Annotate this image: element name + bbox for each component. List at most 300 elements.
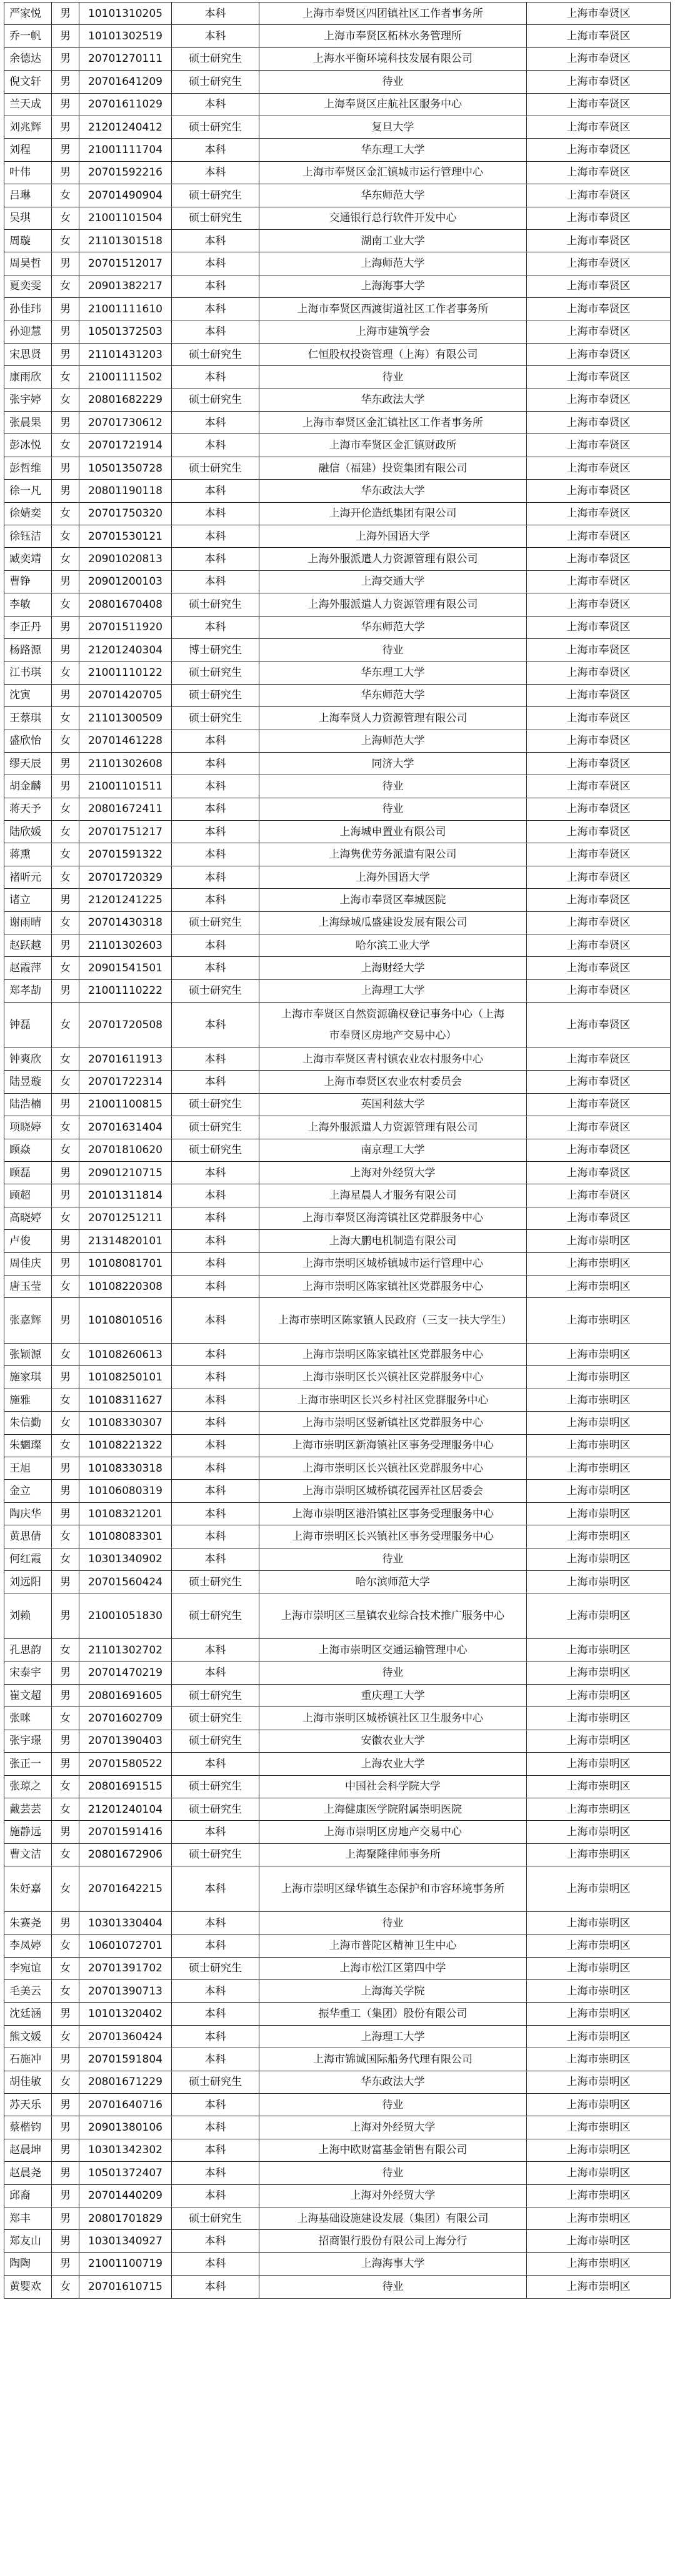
cell-employer: 上海市奉贤区金汇镇财政所 [259, 434, 527, 457]
cell-gender: 男 [52, 752, 79, 775]
cell-region: 上海市崇明区 [527, 2230, 671, 2252]
table-row [4, 570, 671, 593]
cell-region: 上海市奉贤区 [527, 661, 671, 684]
cell-education: 本科 [172, 1298, 259, 1344]
cell-name: 崔文超 [4, 1684, 52, 1707]
cell-exam-id: 20801670408 [79, 593, 172, 616]
cell-gender: 男 [52, 934, 79, 957]
cell-region: 上海市崇明区 [527, 2116, 671, 2139]
cell-education: 本科 [172, 570, 259, 593]
cell-gender: 女 [52, 661, 79, 684]
cell-name: 郑丰 [4, 2207, 52, 2229]
cell-education: 本科 [172, 2094, 259, 2116]
cell-gender: 男 [52, 298, 79, 320]
cell-region: 上海市奉贤区 [527, 843, 671, 866]
cell-education: 硕士研究生 [172, 684, 259, 706]
cell-exam-id: 21001051830 [79, 1593, 172, 1639]
cell-exam-id: 20901020813 [79, 548, 172, 570]
cell-name: 张宇璟 [4, 1730, 52, 1752]
cell-name: 张宇婷 [4, 389, 52, 411]
table-row [4, 1821, 671, 1843]
cell-exam-id: 21001100815 [79, 1093, 172, 1116]
cell-employer: 上海市崇明区城桥镇社区卫生服务中心 [259, 1707, 527, 1730]
table-row [4, 47, 671, 70]
cell-education: 本科 [172, 252, 259, 275]
cell-name: 沈廷涵 [4, 2003, 52, 2025]
cell-employer: 华东政法大学 [259, 2071, 527, 2093]
cell-region: 上海市奉贤区 [527, 1071, 671, 1093]
table-row [4, 1003, 671, 1048]
cell-gender: 男 [52, 2094, 79, 2116]
cell-education: 本科 [172, 1252, 259, 1275]
cell-education: 本科 [172, 1230, 259, 1252]
table-row [4, 229, 671, 252]
cell-gender: 女 [52, 1525, 79, 1548]
cell-region: 上海市崇明区 [527, 2094, 671, 2116]
cell-employer: 华东政法大学 [259, 480, 527, 502]
cell-employer: 待业 [259, 366, 527, 389]
cell-exam-id: 10108083301 [79, 1525, 172, 1548]
cell-employer: 上海市奉贤区四团镇社区工作者事务所 [259, 2, 527, 25]
cell-region: 上海市奉贤区 [527, 275, 671, 297]
cell-employer: 上海师范大学 [259, 252, 527, 275]
cell-gender: 男 [52, 1502, 79, 1525]
cell-region: 上海市崇明区 [527, 1980, 671, 2003]
cell-exam-id: 20701270111 [79, 47, 172, 70]
cell-exam-id: 10108250101 [79, 1366, 172, 1389]
cell-exam-id: 10108081701 [79, 1252, 172, 1275]
cell-employer: 上海健康医学院附属崇明医院 [259, 1798, 527, 1820]
cell-name: 施家琪 [4, 1366, 52, 1389]
cell-region: 上海市奉贤区 [527, 320, 671, 343]
cell-exam-id: 21101300509 [79, 707, 172, 730]
table-row [4, 1412, 671, 1434]
cell-gender: 女 [52, 1207, 79, 1229]
cell-name: 吴琪 [4, 207, 52, 229]
cell-gender: 男 [52, 1161, 79, 1184]
cell-region: 上海市奉贤区 [527, 979, 671, 1002]
cell-name: 臧奕靖 [4, 548, 52, 570]
cell-region: 上海市奉贤区 [527, 139, 671, 161]
cell-employer: 上海外服派遣人力资源管理有限公司 [259, 548, 527, 570]
cell-exam-id: 20701642215 [79, 1866, 172, 1912]
cell-education: 本科 [172, 2116, 259, 2139]
cell-gender: 男 [52, 1593, 79, 1639]
table-row [4, 480, 671, 502]
cell-region: 上海市崇明区 [527, 1230, 671, 1252]
cell-region: 上海市奉贤区 [527, 616, 671, 638]
cell-gender: 女 [52, 911, 79, 934]
table-row [4, 1048, 671, 1070]
cell-exam-id: 10108330318 [79, 1457, 172, 1480]
table-row [4, 1366, 671, 1389]
cell-region: 上海市崇明区 [527, 1548, 671, 1570]
cell-region: 上海市奉贤区 [527, 593, 671, 616]
cell-exam-id: 20701591416 [79, 1821, 172, 1843]
cell-employer: 待业 [259, 1662, 527, 1684]
cell-exam-id: 20901200103 [79, 570, 172, 593]
cell-education: 硕士研究生 [172, 343, 259, 365]
cell-name: 胡金麟 [4, 775, 52, 798]
cell-exam-id: 20701602709 [79, 1707, 172, 1730]
cell-employer: 待业 [259, 2162, 527, 2184]
cell-exam-id: 21314820101 [79, 1230, 172, 1252]
cell-gender: 女 [52, 957, 79, 979]
cell-name: 徐钰洁 [4, 525, 52, 547]
table-row [4, 2184, 671, 2207]
cell-gender: 女 [52, 207, 79, 229]
cell-gender: 女 [52, 1843, 79, 1866]
table-row [4, 502, 671, 525]
cell-name: 陆浩楠 [4, 1093, 52, 1116]
cell-name: 缪天辰 [4, 752, 52, 775]
cell-exam-id: 10601072701 [79, 1934, 172, 1957]
cell-education: 硕士研究生 [172, 1798, 259, 1820]
table-row [4, 1389, 671, 1411]
cell-gender: 男 [52, 1298, 79, 1344]
cell-region: 上海市奉贤区 [527, 525, 671, 547]
cell-region: 上海市崇明区 [527, 1389, 671, 1411]
cell-name: 赵晨尧 [4, 2162, 52, 2184]
cell-exam-id: 20701390403 [79, 1730, 172, 1752]
cell-name: 宋泰宇 [4, 1662, 52, 1684]
cell-employer: 仁恒股权投资管理（上海）有限公司 [259, 343, 527, 365]
table-row [4, 366, 671, 389]
cell-name: 张颖源 [4, 1344, 52, 1366]
cell-exam-id: 21101301518 [79, 229, 172, 252]
cell-region: 上海市奉贤区 [527, 2, 671, 25]
cell-education: 本科 [172, 1662, 259, 1684]
table-row [4, 2048, 671, 2071]
cell-name: 刘程 [4, 139, 52, 161]
table-row [4, 1525, 671, 1548]
cell-employer: 上海外服派遣人力资源管理有限公司 [259, 1116, 527, 1139]
cell-name: 黄婴欢 [4, 2276, 52, 2298]
cell-gender: 女 [52, 707, 79, 730]
cell-exam-id: 20701611029 [79, 93, 172, 116]
cell-name: 彭哲维 [4, 457, 52, 479]
table-row [4, 866, 671, 888]
cell-education: 本科 [172, 2025, 259, 2048]
cell-name: 叶伟 [4, 161, 52, 184]
cell-employer: 上海市奉贤区海湾镇社区党群服务中心 [259, 1207, 527, 1229]
cell-region: 上海市崇明区 [527, 1662, 671, 1684]
table-row [4, 1457, 671, 1480]
table-row [4, 2230, 671, 2252]
cell-region: 上海市崇明区 [527, 1775, 671, 1798]
cell-education: 硕士研究生 [172, 116, 259, 138]
cell-region: 上海市奉贤区 [527, 252, 671, 275]
cell-gender: 男 [52, 775, 79, 798]
cell-name: 施雅 [4, 1389, 52, 1411]
cell-region: 上海市奉贤区 [527, 343, 671, 365]
cell-employer: 上海聚隆律师事务所 [259, 1843, 527, 1866]
table-row [4, 139, 671, 161]
cell-name: 施静远 [4, 1821, 52, 1843]
cell-name: 刘赖 [4, 1593, 52, 1639]
cell-education: 硕士研究生 [172, 707, 259, 730]
cell-name: 江书琪 [4, 661, 52, 684]
cell-employer: 上海市普陀区精神卫生中心 [259, 1934, 527, 1957]
cell-education: 本科 [172, 1344, 259, 1366]
cell-name: 余德达 [4, 47, 52, 70]
table-row [4, 457, 671, 479]
cell-gender: 女 [52, 275, 79, 297]
cell-employer: 上海开伦造纸集团有限公司 [259, 502, 527, 525]
cell-gender: 男 [52, 2162, 79, 2184]
cell-gender: 女 [52, 434, 79, 457]
table-row [4, 1798, 671, 1820]
cell-education: 本科 [172, 2048, 259, 2071]
cell-employer: 重庆理工大学 [259, 1684, 527, 1707]
table-row [4, 298, 671, 320]
cell-region: 上海市崇明区 [527, 1639, 671, 1662]
table-row [4, 638, 671, 661]
cell-education: 本科 [172, 1911, 259, 1934]
cell-exam-id: 20701560424 [79, 1570, 172, 1593]
cell-region: 上海市崇明区 [527, 1480, 671, 1502]
cell-education: 本科 [172, 1071, 259, 1093]
cell-employer: 上海市奉贤区自然资源确权登记事务中心（上海市奉贤区房地产交易中心） [259, 1003, 527, 1048]
table-row [4, 412, 671, 434]
table-row [4, 2025, 671, 2048]
cell-name: 徐婧奕 [4, 502, 52, 525]
table-row [4, 1866, 671, 1912]
cell-employer: 哈尔滨师范大学 [259, 1570, 527, 1593]
cell-education: 本科 [172, 1821, 259, 1843]
cell-region: 上海市崇明区 [527, 1593, 671, 1639]
cell-name: 李正丹 [4, 616, 52, 638]
cell-employer: 交通银行总行软件开发中心 [259, 207, 527, 229]
cell-exam-id: 20701720508 [79, 1003, 172, 1048]
cell-region: 上海市奉贤区 [527, 457, 671, 479]
cell-gender: 男 [52, 93, 79, 116]
cell-exam-id: 20701430318 [79, 911, 172, 934]
cell-name: 王蔡琪 [4, 707, 52, 730]
table-row [4, 843, 671, 866]
cell-gender: 女 [52, 366, 79, 389]
cell-gender: 男 [52, 1684, 79, 1707]
cell-region: 上海市崇明区 [527, 1957, 671, 1979]
cell-name: 戴芸芸 [4, 1798, 52, 1820]
cell-exam-id: 20901380106 [79, 2116, 172, 2139]
table-row [4, 252, 671, 275]
cell-employer: 南京理工大学 [259, 1139, 527, 1161]
cell-employer: 上海奉贤人力资源管理有限公司 [259, 707, 527, 730]
cell-employer: 上海中欧财富基金销售有限公司 [259, 2139, 527, 2161]
cell-education: 本科 [172, 320, 259, 343]
cell-name: 严家悦 [4, 2, 52, 25]
cell-region: 上海市崇明区 [527, 1502, 671, 1525]
cell-name: 沈寅 [4, 684, 52, 706]
cell-gender: 男 [52, 71, 79, 93]
cell-exam-id: 10301340927 [79, 2230, 172, 2252]
cell-gender: 男 [52, 1570, 79, 1593]
cell-employer: 上海市奉贤区青村镇农业农村服务中心 [259, 1048, 527, 1070]
cell-gender: 女 [52, 1003, 79, 1048]
cell-name: 毛美云 [4, 1980, 52, 2003]
cell-exam-id: 20701730612 [79, 412, 172, 434]
cell-name: 邱裔 [4, 2184, 52, 2207]
cell-region: 上海市奉贤区 [527, 480, 671, 502]
table-row [4, 1161, 671, 1184]
cell-name: 刘远阳 [4, 1570, 52, 1593]
cell-education: 本科 [172, 1366, 259, 1389]
cell-education: 本科 [172, 616, 259, 638]
cell-education: 本科 [172, 821, 259, 843]
cell-region: 上海市奉贤区 [527, 434, 671, 457]
cell-employer: 上海市崇明区三星镇农业综合技术推广服务中心 [259, 1593, 527, 1639]
cell-education: 本科 [172, 1480, 259, 1502]
cell-education: 本科 [172, 229, 259, 252]
cell-employer: 华东师范大学 [259, 616, 527, 638]
cell-gender: 男 [52, 2207, 79, 2229]
cell-region: 上海市崇明区 [527, 1434, 671, 1457]
cell-name: 李凤婷 [4, 1934, 52, 1957]
cell-gender: 女 [52, 389, 79, 411]
cell-region: 上海市奉贤区 [527, 184, 671, 207]
cell-name: 张琼之 [4, 1775, 52, 1798]
cell-name: 赵晨坤 [4, 2139, 52, 2161]
table-row [4, 979, 671, 1002]
cell-employer: 上海市松江区第四中学 [259, 1957, 527, 1979]
cell-region: 上海市奉贤区 [527, 389, 671, 411]
table-row [4, 2276, 671, 2298]
cell-name: 李敏 [4, 593, 52, 616]
cell-region: 上海市崇明区 [527, 1707, 671, 1730]
cell-region: 上海市奉贤区 [527, 911, 671, 934]
cell-gender: 男 [52, 320, 79, 343]
cell-name: 李宛谊 [4, 1957, 52, 1979]
table-row [4, 1116, 671, 1139]
cell-name: 周璇 [4, 229, 52, 252]
cell-gender: 女 [52, 1434, 79, 1457]
cell-exam-id: 20701251211 [79, 1207, 172, 1229]
cell-gender: 男 [52, 1730, 79, 1752]
cell-name: 熊文媛 [4, 2025, 52, 2048]
cell-name: 何红霞 [4, 1548, 52, 1570]
cell-region: 上海市崇明区 [527, 2162, 671, 2184]
cell-name: 项晓婷 [4, 1116, 52, 1139]
cell-name: 卢俊 [4, 1230, 52, 1252]
table-row [4, 2162, 671, 2184]
cell-exam-id: 10301340902 [79, 1548, 172, 1570]
table-row [4, 116, 671, 138]
table-row [4, 1639, 671, 1662]
cell-gender: 男 [52, 1753, 79, 1775]
cell-education: 硕士研究生 [172, 1093, 259, 1116]
table-row [4, 1434, 671, 1457]
candidate-table [4, 2, 671, 2299]
cell-education: 本科 [172, 2, 259, 25]
cell-education: 本科 [172, 525, 259, 547]
table-row [4, 684, 671, 706]
table-row [4, 2094, 671, 2116]
cell-exam-id: 10501372407 [79, 2162, 172, 2184]
cell-name: 诸立 [4, 889, 52, 911]
cell-gender: 女 [52, 548, 79, 570]
cell-region: 上海市崇明区 [527, 1911, 671, 1934]
cell-employer: 上海市崇明区绿华镇生态保护和市容环境事务所 [259, 1866, 527, 1912]
cell-name: 朱信勤 [4, 1412, 52, 1434]
cell-employer: 上海市建筑学会 [259, 320, 527, 343]
cell-education: 硕士研究生 [172, 661, 259, 684]
cell-name: 唐玉莹 [4, 1275, 52, 1297]
cell-gender: 女 [52, 184, 79, 207]
table-row [4, 1934, 671, 1957]
cell-region: 上海市奉贤区 [527, 47, 671, 70]
cell-employer: 上海市崇明区陈家镇社区党群服务中心 [259, 1275, 527, 1297]
cell-education: 本科 [172, 2162, 259, 2184]
cell-exam-id: 10101302519 [79, 25, 172, 47]
cell-region: 上海市奉贤区 [527, 1139, 671, 1161]
cell-gender: 男 [52, 2, 79, 25]
table-row [4, 1775, 671, 1798]
cell-education: 硕士研究生 [172, 184, 259, 207]
cell-education: 硕士研究生 [172, 593, 259, 616]
cell-region: 上海市崇明区 [527, 1866, 671, 1912]
cell-exam-id: 10301330404 [79, 1911, 172, 1934]
cell-education: 本科 [172, 1389, 259, 1411]
cell-gender: 男 [52, 412, 79, 434]
cell-region: 上海市奉贤区 [527, 821, 671, 843]
cell-gender: 男 [52, 638, 79, 661]
cell-name: 张正一 [4, 1753, 52, 1775]
table-row [4, 1252, 671, 1275]
cell-region: 上海市崇明区 [527, 1798, 671, 1820]
cell-education: 本科 [172, 752, 259, 775]
cell-employer: 待业 [259, 2094, 527, 2116]
cell-name: 郑孝劼 [4, 979, 52, 1002]
cell-employer: 上海海事大学 [259, 275, 527, 297]
table-row [4, 707, 671, 730]
cell-employer: 振华重工（集团）股份有限公司 [259, 2003, 527, 2025]
cell-exam-id: 20701722314 [79, 1071, 172, 1093]
cell-gender: 女 [52, 1548, 79, 1570]
cell-region: 上海市奉贤区 [527, 866, 671, 888]
cell-gender: 男 [52, 2184, 79, 2207]
table-row [4, 1684, 671, 1707]
cell-name: 乔一帆 [4, 25, 52, 47]
cell-exam-id: 20701610715 [79, 2276, 172, 2298]
table-row [4, 1707, 671, 1730]
cell-gender: 男 [52, 2048, 79, 2071]
cell-gender: 男 [52, 1911, 79, 1934]
cell-education: 硕士研究生 [172, 1116, 259, 1139]
cell-education: 本科 [172, 2276, 259, 2298]
cell-education: 本科 [172, 1980, 259, 2003]
cell-exam-id: 10301342302 [79, 2139, 172, 2161]
cell-employer: 上海市崇明区交通运输管理中心 [259, 1639, 527, 1662]
cell-name: 钟磊 [4, 1003, 52, 1048]
cell-name: 吕琳 [4, 184, 52, 207]
table-row [4, 93, 671, 116]
cell-employer: 上海大鹏电机制造有限公司 [259, 1230, 527, 1252]
cell-region: 上海市奉贤区 [527, 1003, 671, 1048]
cell-exam-id: 10108220308 [79, 1275, 172, 1297]
cell-education: 本科 [172, 775, 259, 798]
cell-gender: 女 [52, 798, 79, 820]
cell-region: 上海市奉贤区 [527, 548, 671, 570]
cell-name: 顾超 [4, 1184, 52, 1207]
cell-education: 本科 [172, 298, 259, 320]
cell-employer: 上海市崇明区竖新镇社区党群服务中心 [259, 1412, 527, 1434]
cell-employer: 华东政法大学 [259, 389, 527, 411]
cell-region: 上海市崇明区 [527, 2048, 671, 2071]
cell-gender: 男 [52, 252, 79, 275]
cell-name: 曹铮 [4, 570, 52, 593]
cell-exam-id: 21001110222 [79, 979, 172, 1002]
